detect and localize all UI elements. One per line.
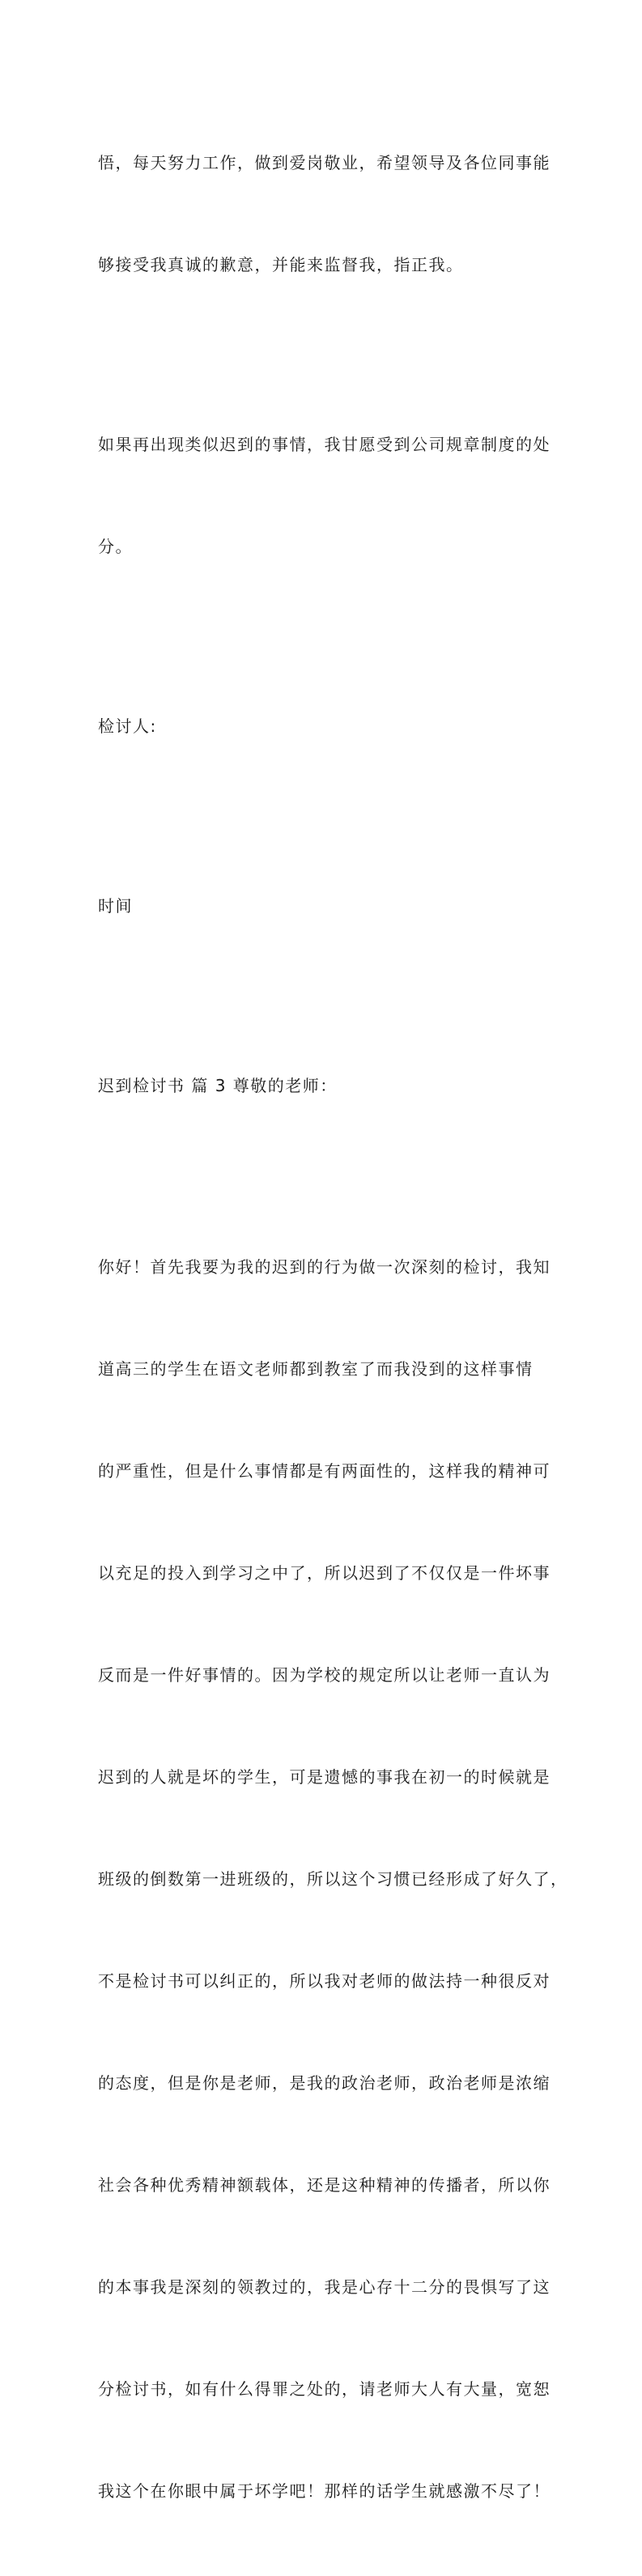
text-line: 的本事我是深刻的领教过的，我是心存十二分的畏惧写了这 <box>98 2277 551 2297</box>
text-line: 道高三的学生在语文老师都到教室了而我没到的这样事情 <box>98 1359 534 1379</box>
text-line: 够接受我真诚的歉意，并能来监督我，指正我。 <box>98 255 464 274</box>
date-label <box>98 821 551 991</box>
text-line: 我这个在你眼中属于坏学吧！那样的话学生就感激不尽了！ <box>98 2481 551 2501</box>
document-body <box>98 78 568 2576</box>
text-line: 以充足的投入到学习之中了，所以迟到了不仅仅是一件坏事 <box>98 1563 551 1583</box>
signature-label <box>98 641 551 811</box>
text-line: 如果再出现类似迟到的事情，我甘愿受到公司规章制度的处 <box>98 435 551 454</box>
text-line: 迟到检讨书 篇 3 尊敬的老师： <box>98 1076 338 1095</box>
text-line: 迟到的人就是坏的学生，可是遗憾的事我在初一的时候就是 <box>98 1767 551 1787</box>
section-heading <box>98 1001 551 1171</box>
text-line: 检讨人: <box>98 716 157 736</box>
text-line: 不是检讨书可以纠正的，所以我对老师的做法持一种很反对 <box>98 1971 551 1991</box>
text-line: 你好！首先我要为我的迟到的行为做一次深刻的检讨，我知 <box>98 1257 551 1277</box>
paragraph-letter-body <box>98 1182 568 2576</box>
paragraph-apology-closing <box>98 78 551 350</box>
text-line: 班级的倒数第一进班级的，所以这个习惯已经形成了好久了， <box>98 1869 568 1889</box>
text-line: 的态度，但是你是老师，是我的政治老师，政治老师是浓缩 <box>98 2073 551 2093</box>
text-line: 分。 <box>98 537 133 556</box>
text-line: 悟，每天努力工作，做到爱岗敬业，希望领导及各位同事能 <box>98 153 551 172</box>
text-line: 反而是一件好事情的。因为学校的规定所以让老师一直认为 <box>98 1665 551 1685</box>
paragraph-promise <box>98 359 551 631</box>
text-line: 社会各种优秀精神额载体，还是这种精神的传播者，所以你 <box>98 2175 551 2195</box>
text-line: 的严重性，但是什么事情都是有两面性的，这样我的精神可 <box>98 1461 551 1481</box>
text-line: 分检讨书，如有什么得罪之处的，请老师大人有大量，宽恕 <box>98 2379 551 2399</box>
text-line: 时间 <box>98 896 133 916</box>
